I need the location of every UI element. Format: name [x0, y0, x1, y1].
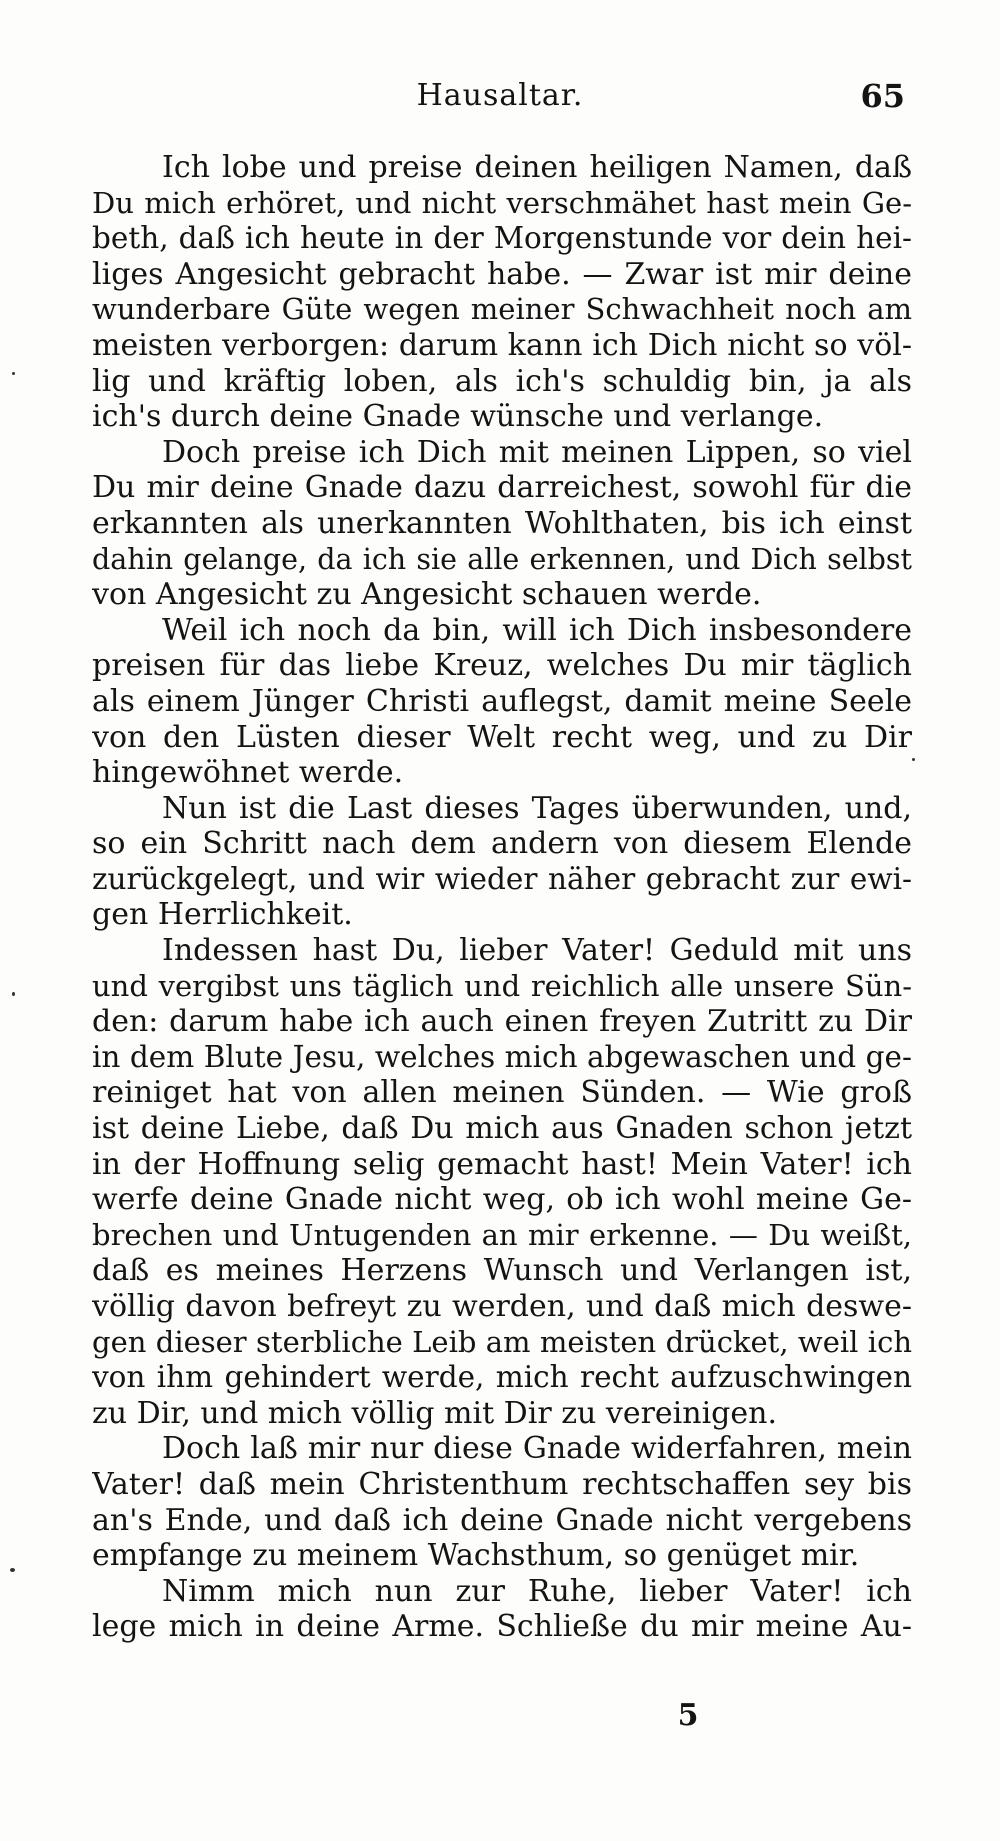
- text-line: Weil ich noch da bin, will ich Dich insbesondere: [162, 612, 912, 648]
- text-line: liges Angesicht gebracht habe. — Zwar ist mir deine: [92, 256, 912, 292]
- text-line: so ein Schritt nach dem andern von diesem Elende: [92, 826, 912, 862]
- text-line: erkannten als unerkannten Wohlthaten, bis ich einst: [92, 505, 912, 541]
- body-text: [92, 150, 912, 1645]
- text-line: völlig davon befreyt zu werden, und daß mich deswe-: [92, 1289, 912, 1324]
- margin-speck: [12, 372, 15, 375]
- paragraph-1: [92, 150, 912, 435]
- text-line: Indessen hast Du, lieber Vater! Geduld mit uns: [162, 933, 912, 969]
- text-line: von ihm gehindert werde, mich recht aufzuschwingen: [92, 1360, 912, 1395]
- text-line: gen dieser sterbliche Leib am meisten drücket, weil ich: [92, 1324, 912, 1359]
- text-line: empfange zu meinem Wachsthum, so genüget mir.: [92, 1538, 860, 1574]
- paragraph-7: [92, 1574, 912, 1645]
- text-line: gen Herrlichkeit.: [92, 897, 353, 933]
- text-line: ist deine Liebe, daß Du mich aus Gnaden schon jetzt: [92, 1111, 912, 1147]
- paragraph-3: [92, 613, 912, 791]
- text-line: beth, daß ich heute in der Morgenstunde vor dein hei-: [92, 221, 912, 256]
- text-line: zurückgelegt, und wir wieder näher gebracht zur ewi-: [92, 861, 912, 896]
- text-line: Du mich erhöret, und nicht verschmähet hast mein Ge-: [92, 185, 912, 220]
- text-line: werfe deine Gnade nicht weg, ob ich wohl meine Ge-: [92, 1182, 912, 1218]
- text-line: Doch preise ich Dich mit meinen Lippen, so viel: [162, 434, 912, 470]
- text-line: als einem Jünger Christi auflegst, damit meine Seele: [92, 683, 912, 719]
- text-line: daß es meines Herzens Wunsch und Verlangen ist,: [92, 1253, 912, 1289]
- running-head: [95, 72, 905, 120]
- text-line: in der Hoffnung selig gemacht hast! Mein Vater! ich: [92, 1146, 912, 1182]
- text-line: ich's durch deine Gnade wünsche und verlange.: [92, 399, 824, 435]
- text-line: Du mir deine Gnade dazu darreichest, sowohl für die: [92, 470, 912, 506]
- margin-speck: [10, 1568, 15, 1572]
- text-line: Nun ist die Last dieses Tages überwunden, und,: [162, 790, 912, 826]
- text-line: an's Ende, und daß ich deine Gnade nicht vergebens: [92, 1502, 912, 1538]
- paragraph-6: [92, 1431, 912, 1573]
- margin-speck: [912, 758, 915, 761]
- text-line: den: darum habe ich auch einen freyen Zutritt zu Dir: [92, 1004, 912, 1040]
- text-line: lege mich in deine Arme. Schließe du mir meine Au-: [92, 1609, 912, 1645]
- paragraph-5: [92, 933, 912, 1431]
- text-line: von den Lüsten dieser Welt recht weg, und zu Dir: [92, 719, 912, 755]
- text-line: brechen und Untugenden an mir erkenne. — Du weißt,: [92, 1217, 912, 1252]
- running-title: Hausaltar.: [416, 78, 584, 113]
- text-line: Ich lobe und preise deinen heiligen Namen, daß: [162, 150, 912, 185]
- text-line: preisen für das liebe Kreuz, welches Du mir täglich: [92, 648, 912, 684]
- text-line: reiniget hat von allen meinen Sünden. — Wie groß: [92, 1075, 912, 1111]
- text-line: meisten verborgen: darum kann ich Dich nicht so völ-: [92, 327, 912, 363]
- text-line: zu Dir, und mich völlig mit Dir zu vereinigen.: [92, 1395, 777, 1431]
- margin-speck: [12, 992, 15, 996]
- text-line: Doch laß mir nur diese Gnade widerfahren, mein: [162, 1431, 912, 1467]
- text-line: und vergibst uns täglich und reichlich alle unsere Sün-: [92, 968, 912, 1003]
- paragraph-2: [92, 435, 912, 613]
- signature-mark: 5: [677, 1698, 699, 1733]
- text-line: in dem Blute Jesu, welches mich abgewaschen und ge-: [92, 1039, 912, 1074]
- page-number: 65: [860, 77, 905, 115]
- text-line: Vater! daß mein Christenthum rechtschaffen sey bis: [92, 1466, 912, 1502]
- text-line: Nimm mich nun zur Ruhe, lieber Vater! ich: [162, 1573, 912, 1609]
- text-line: lig und kräftig loben, als ich's schuldig bin, ja als: [92, 363, 912, 399]
- text-line: dahin gelange, da ich sie alle erkennen, und Dich selbst: [92, 542, 912, 576]
- paragraph-4: [92, 791, 912, 933]
- text-line: von Angesicht zu Angesicht schauen werde.: [92, 577, 762, 613]
- text-line: wunderbare Güte wegen meiner Schwachheit noch am: [92, 292, 912, 327]
- text-line: hingewöhnet werde.: [92, 755, 404, 791]
